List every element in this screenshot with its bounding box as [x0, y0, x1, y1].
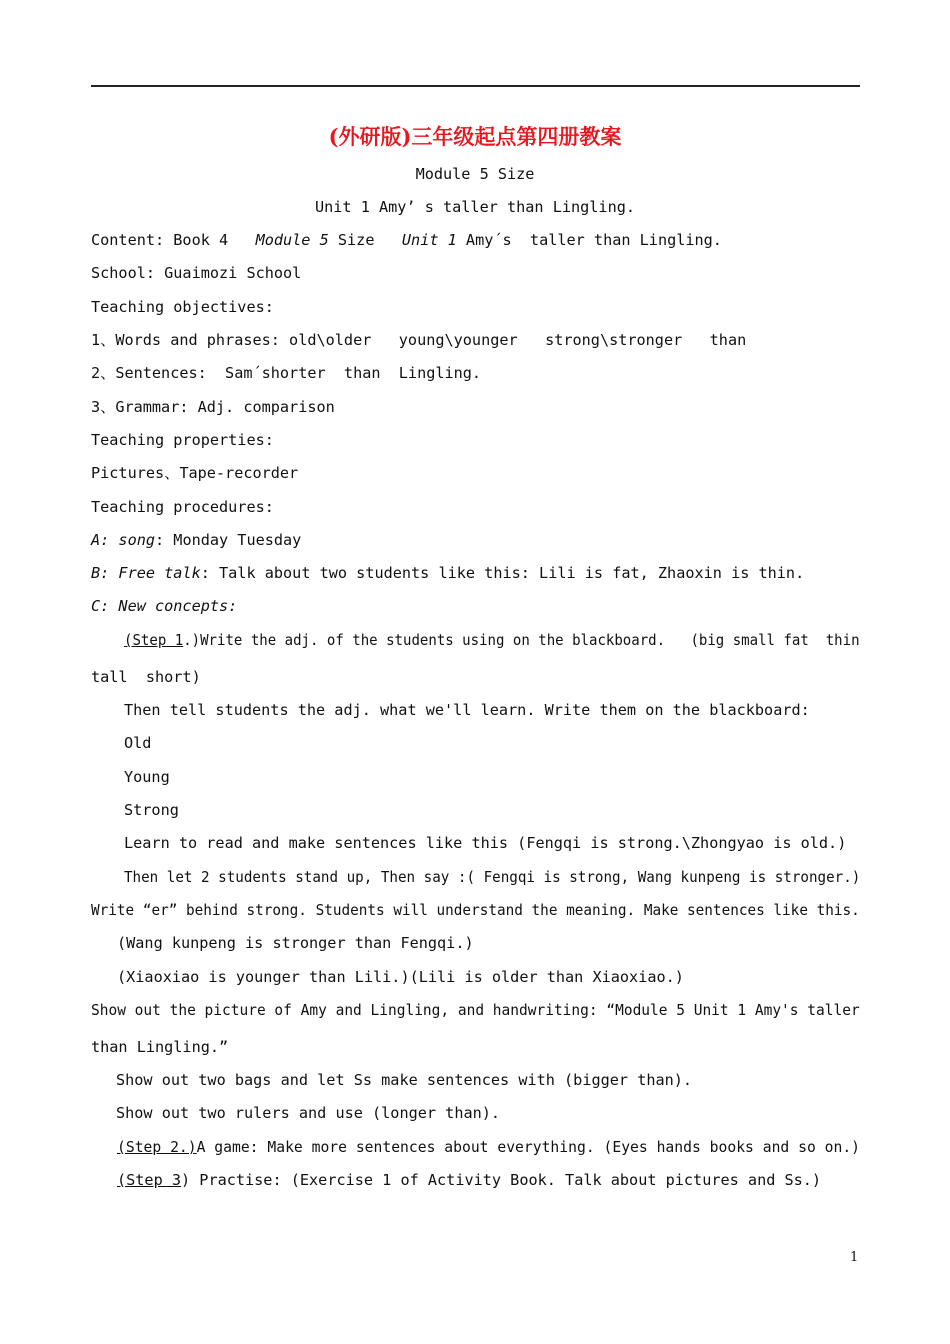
properties-heading: Teaching properties: [91, 431, 274, 449]
step3-line [117, 1170, 821, 1190]
objectives-heading: Teaching objectives: [91, 298, 274, 316]
school-line: School: Guaimozi School [91, 264, 302, 282]
example-2: (Xiaoxiao is younger than Lili.)(Lili is older than Xiaoxiao.) [117, 968, 684, 986]
step2-text: A game: Make more sentences about everything. (Eyes hands books and so on.) [196, 1138, 861, 1156]
then-tell-line: Then tell students the adj. what we'll learn. Write them on the blackboard: [124, 701, 810, 719]
rulers-line: Show out two rulers and use (longer than). [116, 1104, 501, 1122]
step3-text: ) Practise: (Exercise 1 of Activity Book. Talk about pictures and Ss.) [181, 1171, 822, 1189]
objective-2: 2、Sentences: Sam´shorter than Lingling. [91, 364, 482, 382]
unit-heading: Unit 1 Amy’ s taller than Lingling. [314, 198, 636, 216]
header-rule [91, 85, 860, 87]
properties-line: Pictures、Tape-recorder [91, 464, 299, 482]
objective-3: 3、Grammar: Adj. comparison [91, 398, 335, 416]
step1-text: .)Write the adj. of the students using on the blackboard. (big small fat thin [183, 631, 860, 649]
objective-1: 1、Words and phrases: old\older young\younger strong\stronger than [91, 331, 747, 349]
step3-label: (Step 3 [117, 1171, 182, 1189]
step2-line [117, 1137, 860, 1157]
step1-line [124, 630, 860, 650]
show-picture-line: Show out the picture of Amy and Lingling, and handwriting: “Module 5 Unit 1 Amy's taller [91, 1001, 860, 1019]
learn-line: Learn to read and make sentences like this (Fengqi is strong.\Zhongyao is old.) [124, 834, 847, 852]
step-a-label: A: song [91, 531, 156, 549]
step-c-heading: C: New concepts: [91, 597, 238, 615]
then-let-line: Then let 2 students stand up, Then say :( Fengqi is strong, Wang kunpeng is stronger.) [124, 868, 861, 886]
step-b-label: B: Free talk [91, 564, 201, 582]
step-a-text: : Monday Tuesday [155, 531, 302, 549]
step1-label: (Step 1 [124, 631, 184, 649]
write-er-line: Write “er” behind strong. Students will understand the meaning. Make sentences like this. [91, 901, 860, 919]
module-heading: Module 5 Size [415, 165, 535, 183]
content-prefix: Content: Book 4 [91, 231, 256, 249]
word-old: Old [124, 734, 152, 752]
step1-continuation: tall short) [91, 668, 201, 686]
step2-label: (Step 2.) [117, 1138, 197, 1156]
step-a-line [91, 530, 301, 550]
example-1: (Wang kunpeng is stronger than Fengqi.) [117, 934, 474, 952]
content-line [91, 230, 722, 250]
content-unit: Unit 1 [401, 231, 457, 249]
word-young: Young [124, 768, 170, 786]
document-title: (外研版)三年级起点第四册教案 [328, 124, 622, 149]
step-b-line [91, 563, 804, 583]
procedures-heading: Teaching procedures: [91, 498, 274, 516]
bags-line: Show out two bags and let Ss make sentences with (bigger than). [116, 1071, 693, 1089]
step-b-text: : Talk about two students like this: Lili is fat, Zhaoxin is thin. [200, 564, 805, 582]
word-strong: Strong [124, 801, 179, 819]
page-number: 1 [850, 1250, 859, 1265]
show-picture-continuation: than Lingling.” [91, 1038, 229, 1056]
content-rest: Amy´s taller than Lingling. [456, 231, 722, 249]
content-module: Module 5 [255, 231, 329, 249]
content-mid: Size [328, 231, 402, 249]
